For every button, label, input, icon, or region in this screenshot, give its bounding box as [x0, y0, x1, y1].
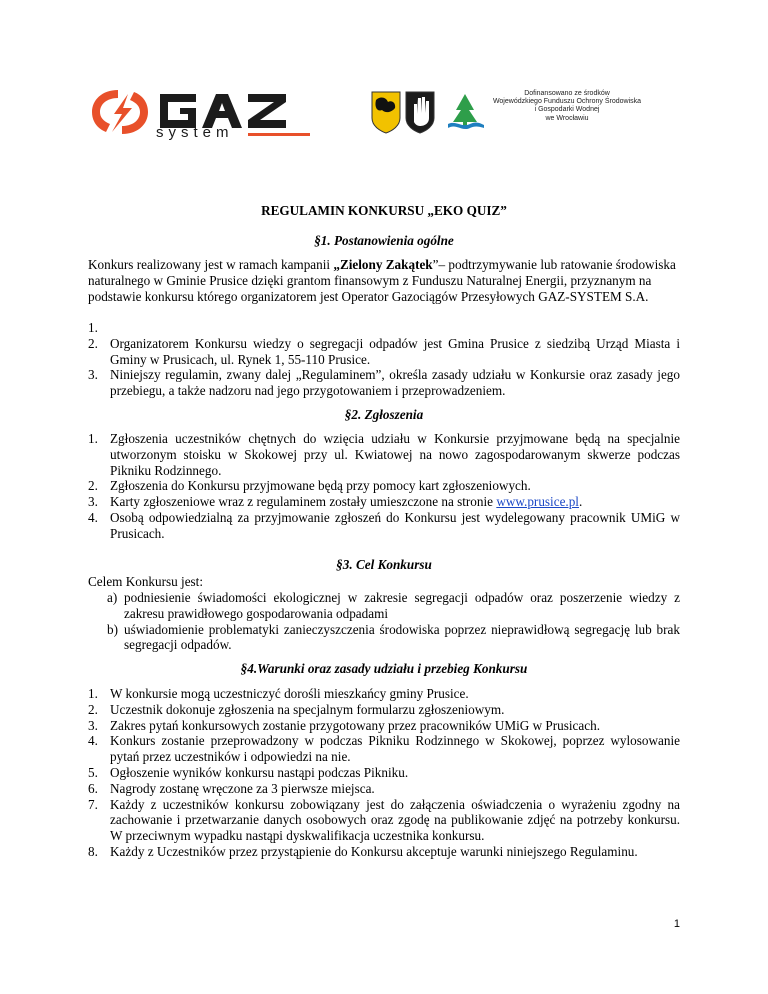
sponsor-line: Wojewódzkiego Funduszu Ochrony Środowiska [492, 98, 642, 106]
sponsor-note [492, 90, 642, 123]
gaz-system-logo [88, 84, 320, 144]
list-item: 2. Zgłoszenia do Konkursu przyjmowane będą przy pomocy kart zgłoszeniowych. [88, 478, 531, 494]
system-wordmark: system [156, 124, 234, 141]
page-number: 1 [673, 918, 680, 930]
document-title: REGULAMIN KONKURSU „EKO QUIZ” [261, 203, 507, 218]
list-item: b) uświadomienie problematyki zanieczyszczenia środowiska poprzez nieprawidłową segregację lub brak segregacji odpadów. [107, 621, 680, 653]
section-1-list [88, 320, 680, 399]
list-item: 7. Każdy z uczestników konkursu zobowiązany jest do załączenia oświadczenia o wyrażeniu zgodny na zachowanie i przetwarzanie danych osobowych oraz zgodę na publikowanie zdjęć na potrzeby konkursu. W przeciwnym wypadku nastąpi dyskwalifikacja uczestnika konkursu. [88, 796, 680, 844]
list-item: 4. Konkurs zostanie przeprowadzony w podczas Pikniku Rodzinnego w Skokowej, poprzez wylosowanie pytań przez uczestników i odpowiedzi na nie. [88, 733, 680, 765]
intro-text-before: Konkurs realizowany jest w ramach kampanii [88, 257, 334, 272]
list-item: 8. Każdy z Uczestników przez przystąpienie do Konkursu akceptuje warunki niniejszego Regulaminu. [88, 843, 638, 859]
section-1-heading: §1. Postanowienia ogólne [314, 233, 454, 248]
list-item: 1. Zgłoszenia uczestników chętnych do wzięcia udziału w Konkursie przyjmowane będą na specjalnie utworzonym stoisku w Skokowej przy ul. Kwiatowej na nowo zagospodarowanym skwerze podczas Pikniku Rodzinnego. [88, 431, 680, 478]
coat-of-arms-logo [368, 88, 438, 134]
section-4-heading: §4.Warunki oraz zasady udziału i przebieg Konkursu [240, 661, 528, 676]
intro-text-after: ”– podtrzymywanie lub ratowanie środowiska naturalnego w Gminie Prusice dzięki grantom finansowym z Funduszu Naturalnej Energii, przyznanym na podstawie konkursu którego organizatorem jest Operator Gazociągów Przesyłowych GAZ-SYSTEM S.A. [88, 257, 676, 304]
list-item: 3. Niniejszy regulamin, zwany dalej „Regulaminem”, określa zasady udziału w Konkursie oraz zasady jego przebiegu, a także nadzoru nad jego przygotowaniem i przeprowadzeniem. [88, 367, 680, 399]
section-3-heading: §3. Cel Konkursu [336, 557, 432, 572]
campaign-name: „Zielony Zakątek [333, 257, 433, 272]
list-item: 3. Karty zgłoszeniowe wraz z regulaminem zostały umieszczone na stronie www.prusice.pl. [88, 494, 583, 510]
list-item: 4. Osobą odpowiedzialną za przyjmowanie zgłoszeń do Konkursu jest wydelegowany pracownik UMiG w Prusicach. [88, 509, 680, 541]
section-2-list [88, 431, 680, 542]
section-4-list [88, 686, 680, 860]
list-item: 2. Uczestnik dokonuje zgłoszenia na specjalnym formularzu zgłoszeniowym. [88, 701, 505, 717]
list-item: a) podniesienie świadomości ekologicznej w zakresie segregacji odpadów oraz poszerzenie wiedzy z zakresu prawidłowego gospodarowania odpadami [107, 590, 680, 621]
list-item: 6. Nagrody zostanę wręczone za 3 pierwsze miejsca. [88, 780, 375, 796]
sponsor-line: we Wrocławiu [545, 114, 589, 122]
system-underline [248, 133, 310, 136]
list-item: 5. Ogłoszenie wyników konkursu nastąpi podczas Pikniku. [88, 764, 409, 780]
sponsor-line: Dofinansowano ze środków [524, 90, 610, 97]
prusice-website-link[interactable]: www.prusice.pl [496, 494, 579, 510]
list-item: 2. Organizatorem Konkursu wiedzy o segregacji odpadów jest Gmina Prusice z siedzibą Urząd Miasta i Gminy w Prusicach, ul. Rynek 1, 55-110 Prusice. [88, 335, 680, 367]
section-1-intro [88, 257, 680, 304]
section-2-heading: §2. Zgłoszenia [344, 407, 424, 422]
wfos-logo-icon [444, 90, 486, 132]
list-item: 1. [88, 320, 98, 335]
section-3-list [107, 590, 680, 653]
sponsor-line: i Gospodarki Wodnej [534, 106, 600, 114]
list-item: 1. W konkursie mogą uczestniczyć dorośli mieszkańcy gminy Prusice. [88, 686, 469, 701]
list-item: 3. Zakres pytań konkursowych zostanie przygotowany przez pracowników UMiG w Prusicach. [88, 717, 600, 733]
section-3-intro: Celem Konkursu jest: [88, 574, 204, 589]
